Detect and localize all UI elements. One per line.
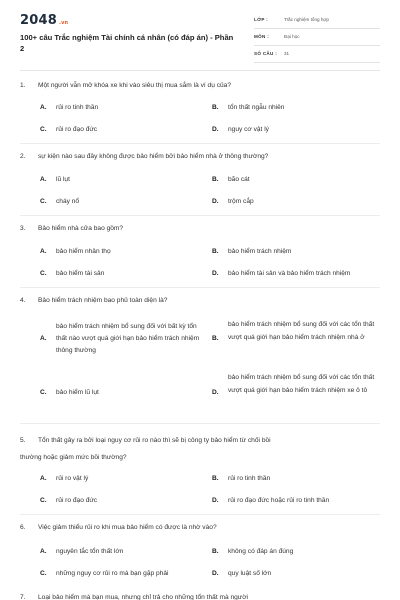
question-text: [20, 152, 380, 161]
meta-info: [254, 14, 380, 65]
option-text: bảo hiểm tài sản và bảo hiểm trách nhiệm: [228, 270, 351, 277]
question-divider: [20, 143, 380, 144]
option-text: nguyên tắc tổn thất lớn: [56, 548, 124, 555]
option-text: không có đáp án đúng: [228, 548, 294, 555]
question-text: [20, 224, 380, 233]
question-5: [20, 432, 380, 466]
question-6: [20, 523, 380, 532]
question-text: [20, 296, 380, 305]
meta-row-subject: [254, 31, 380, 46]
question-number: 5.: [20, 437, 26, 444]
option-letter: C.: [40, 570, 47, 577]
option-text: cháy nổ: [56, 198, 80, 205]
question-number: 7.: [20, 594, 26, 600]
option-text: bảo hiểm trách nhiệm: [228, 248, 292, 255]
question-divider: [20, 215, 380, 216]
question-number: 2.: [20, 153, 26, 160]
option-4d-text: bảo hiểm trách nhiệm bổ sung đối với các tổn thất vượt quá giới hạn bảo hiểm trách nhiệm xe ô tô: [228, 374, 375, 394]
option-letter: B.: [212, 248, 219, 255]
option-letter: D.: [212, 497, 219, 504]
option-text: nguy cơ vật lý: [228, 126, 269, 133]
option-4a-text: bảo hiểm trách nhiệm bổ sung đối với bất kỳ tổn thất nào vượt quá giới hạn bảo hiểm trách nhiệm thông thường: [56, 323, 200, 354]
option-text: lũ lụt: [56, 176, 70, 183]
option-text: trộm cắp: [228, 198, 254, 205]
question-body: Tổn thất gây ra bởi loại nguy cơ rủi ro nào thì sẽ bị công ty bảo hiểm từ chối bồi thường hoặc giảm mức bồi thường?: [20, 437, 271, 461]
meta-row-count: [254, 48, 380, 63]
question-text: [20, 432, 380, 466]
page-title: 100+ câu Trắc nghiệm Tài chính cá nhân (có đáp án) - Phần 2: [20, 33, 234, 53]
question-body: Loại bảo hiểm mà bạn mua, nhưng chỉ trả cho những tổn thất mà người: [38, 594, 249, 600]
question-divider: [20, 287, 380, 288]
meta-row-class: [254, 14, 380, 29]
option-letter: A.: [40, 475, 47, 482]
meta-label: SỐ CÂU :: [254, 51, 278, 56]
meta-value: Trắc nghiệm tổng hợp: [284, 17, 329, 22]
option-letter: B.: [212, 176, 219, 183]
option-4c-text: bảo hiểm lũ lụt: [56, 389, 99, 396]
option-letter: C.: [40, 389, 47, 396]
option-letter: A.: [40, 176, 47, 183]
option-text: bảo hiểm nhân thọ: [56, 248, 111, 255]
question-number: 3.: [20, 225, 26, 232]
option-text: rủi ro vật lý: [56, 475, 89, 482]
question-number: 1.: [20, 82, 26, 89]
question-number: 4.: [20, 297, 26, 304]
option-letter: C.: [40, 198, 47, 205]
option-text: rủi ro tinh thần: [228, 475, 271, 482]
question-3: [20, 224, 380, 233]
option-text: rủi ro tinh thần: [56, 104, 99, 111]
option-letter: A.: [40, 248, 47, 255]
question-divider: [20, 423, 380, 424]
option-text: tổn thất ngẫu nhiên: [228, 104, 285, 111]
question-text: [20, 523, 380, 532]
question-1: [20, 81, 380, 90]
question-text: [20, 81, 380, 90]
question-body: Bảo hiểm nhà cửa bao gồm?: [38, 225, 124, 232]
site-logo[interactable]: [20, 13, 68, 28]
header-divider: [20, 70, 380, 71]
question-text: [20, 593, 380, 600]
option-text: bão cát: [228, 176, 250, 183]
logo-text: 2048: [20, 13, 57, 28]
question-4: [20, 296, 380, 305]
question-7: [20, 593, 380, 600]
option-letter: B.: [212, 548, 219, 555]
option-letter: D.: [212, 389, 219, 396]
option-letter: A.: [40, 335, 47, 342]
option-letter: D.: [212, 198, 219, 205]
page-header: [0, 0, 400, 72]
question-body: Việc giảm thiểu rủi ro khi mua bảo hiểm có được là nhờ vào?: [38, 524, 217, 531]
option-letter: B.: [212, 335, 219, 342]
option-letter: D.: [212, 570, 219, 577]
option-text: rủi ro đạo đức: [56, 497, 98, 504]
option-letter: B.: [212, 104, 219, 111]
question-body: sự kiện nào sau đây không được bảo hiểm bởi bảo hiểm nhà ở thông thường?: [38, 153, 269, 160]
option-letter: C.: [40, 126, 47, 133]
question-body: Bảo hiểm trách nhiệm bao phủ toàn diện là?: [38, 297, 168, 304]
option-letter: C.: [40, 497, 47, 504]
option-letter: D.: [212, 126, 219, 133]
option-text: bảo hiểm tài sản: [56, 270, 105, 277]
meta-label: MÔN :: [254, 34, 270, 39]
question-body: Một người vẫn mở khóa xe khi vào siêu thị mua sắm là ví dụ của?: [38, 82, 232, 89]
option-letter: D.: [212, 270, 219, 277]
meta-label: LỚP :: [254, 17, 269, 22]
question-divider: [20, 514, 380, 515]
option-text: rủi ro đạo đức: [56, 126, 98, 133]
option-text: quy luật số lớn: [228, 570, 272, 577]
option-text: những nguy cơ rủi ro mà bạn gặp phải: [56, 570, 169, 577]
question-number: 6.: [20, 524, 26, 531]
meta-value: Đại học: [284, 34, 300, 39]
option-text: rủi ro đạo đức hoặc rủi ro tinh thần: [228, 497, 330, 504]
option-letter: A.: [40, 548, 47, 555]
option-letter: C.: [40, 270, 47, 277]
option-4b-text: bảo hiểm trách nhiệm bổ sung đối với các tổn thất vượt quá giới hạn bảo hiểm trách nhiệm nhà ở: [228, 321, 375, 341]
option-letter: A.: [40, 104, 47, 111]
option-letter: B.: [212, 475, 219, 482]
question-2: [20, 152, 380, 161]
meta-value: 31: [284, 51, 290, 56]
logo-suffix: .vn: [58, 20, 69, 26]
